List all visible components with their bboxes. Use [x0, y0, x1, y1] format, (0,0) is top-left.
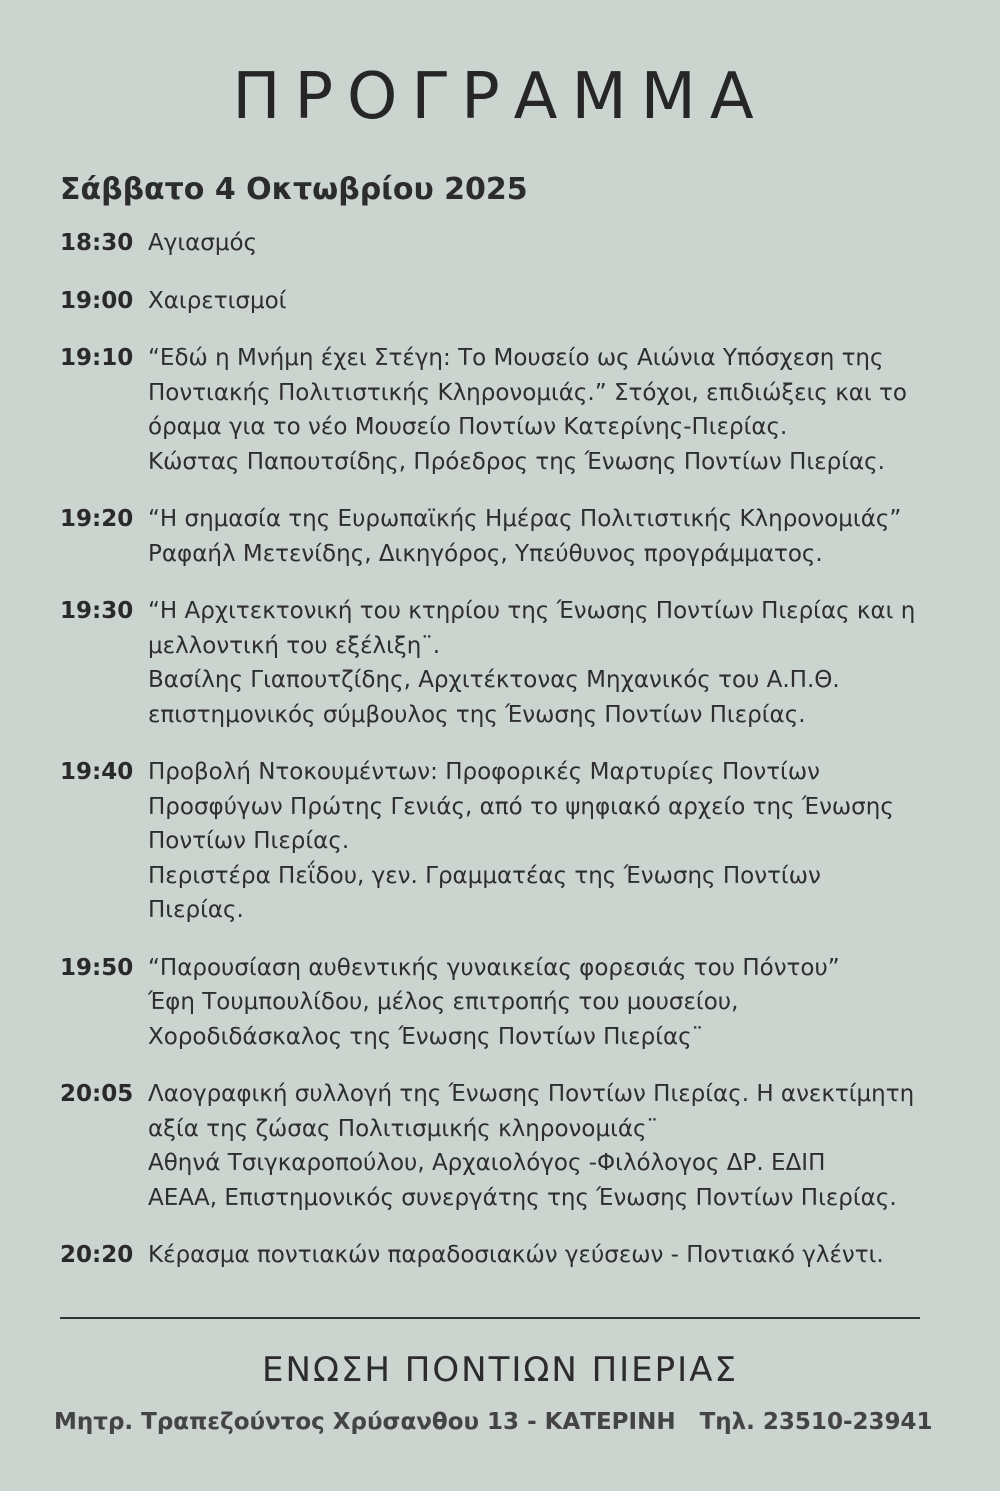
schedule-description — [148, 1077, 960, 1215]
schedule-line: Κώστας Παπουτσίδης, Πρόεδρος της Ένωσης Ποντίων Πιερίας. — [148, 448, 885, 475]
schedule-line: επιστημονικός σύμβουλος της Ένωσης Ποντίων Πιερίας. — [148, 701, 806, 728]
schedule-description — [148, 594, 960, 732]
schedule-item — [60, 951, 960, 1055]
schedule-description — [148, 755, 960, 928]
program-schedule — [60, 226, 960, 1273]
schedule-line: Περιστέρα Πεΐδου, γεν. Γραμματέας της Ένωσης Ποντίων — [148, 862, 821, 889]
schedule-item — [60, 594, 960, 732]
organization-name: ΕΝΩΣΗ ΠΟΝΤΙΩΝ ΠΙΕΡΙΑΣ — [262, 1350, 738, 1390]
schedule-time: 19:40 — [60, 759, 134, 785]
schedule-item — [60, 1238, 960, 1273]
schedule-line: Έφη Τουμπουλίδου, μέλος επιτροπής του μουσείου, — [148, 989, 739, 1015]
schedule-line: Προβολή Ντοκουμέντων: Προφορικές Μαρτυρίες Ποντίων — [148, 759, 820, 785]
schedule-line: μελλοντική του εξέλιξη¨. — [148, 632, 441, 659]
schedule-line: “Η Αρχιτεκτονική του κτηρίου της Ένωσης Ποντίων Πιερίας και η — [148, 598, 916, 624]
schedule-line: Χαιρετισμοί — [148, 287, 287, 314]
schedule-description — [148, 951, 960, 1055]
schedule-item — [60, 226, 960, 261]
schedule-time: 18:30 — [60, 230, 134, 256]
phone: Τηλ. 23510-23941 — [699, 1409, 933, 1435]
schedule-time: 20:20 — [60, 1242, 134, 1268]
schedule-item — [60, 1077, 960, 1215]
schedule-time: 19:30 — [60, 598, 134, 624]
schedule-line: Αγιασμός — [148, 230, 258, 256]
schedule-item — [60, 341, 960, 479]
schedule-line: αξία της ζώσας Πολιτισμικής κληρονομιάς¨ — [148, 1115, 659, 1142]
schedule-line: Προσφύγων Πρώτης Γενιάς, από το ψηφιακό αρχείο της Ένωσης — [148, 793, 894, 820]
schedule-line: “Παρουσίαση αυθεντικής γυναικείας φορεσιάς του Πόντου” — [148, 954, 840, 981]
schedule-description — [148, 1238, 960, 1273]
schedule-time: 19:50 — [60, 954, 134, 981]
schedule-time: 19:10 — [60, 345, 134, 371]
schedule-line: Χοροδιδάσκαλος της Ένωσης Ποντίων Πιερίας¨ — [148, 1023, 704, 1050]
divider — [60, 1317, 920, 1319]
schedule-line: “Εδώ η Μνήμη έχει Στέγη: Το Μουσείο ως Αιώνια Υπόσχεση της — [148, 345, 884, 371]
schedule-line: Ποντίων Πιερίας. — [148, 828, 350, 854]
page-title: ΠΡΟΓΡΑΜΜΑ — [232, 60, 768, 134]
schedule-line: Κέρασμα ποντιακών παραδοσιακών γεύσεων - Ποντιακό γλέντι. — [148, 1242, 884, 1268]
schedule-time: 19:00 — [60, 287, 134, 314]
schedule-description — [148, 341, 960, 479]
contact-info — [54, 1405, 933, 1439]
schedule-description — [148, 284, 960, 319]
schedule-item — [60, 284, 960, 319]
address: Μητρ. Τραπεζούντος Χρύσανθου 13 - ΚΑΤΕΡΙΝΗ — [54, 1409, 676, 1435]
schedule-line: “Η σημασία της Ευρωπαϊκής Ημέρας Πολιτιστικής Κληρονομιάς” — [148, 506, 902, 532]
schedule-line: Ποντιακής Πολιτιστικής Κληρονομιάς.” Στόχοι, επιδιώξεις και το — [148, 379, 907, 406]
schedule-line: Βασίλης Γιαπουτζίδης, Αρχιτέκτονας Μηχανικός του Α.Π.Θ. — [148, 667, 840, 693]
schedule-line: Λαογραφική συλλογή της Ένωσης Ποντίων Πιερίας. Η ανεκτίμητη — [148, 1081, 915, 1107]
schedule-time: 20:05 — [60, 1081, 134, 1107]
schedule-time: 19:20 — [60, 506, 134, 532]
schedule-item — [60, 755, 960, 928]
schedule-line: όραμα για το νέο Μουσείο Ποντίων Κατερίνης-Πιερίας. — [148, 414, 788, 440]
schedule-line: ΑΕΑΑ, Επιστημονικός συνεργάτης της Ένωσης Ποντίων Πιερίας. — [148, 1184, 897, 1211]
schedule-line: Ραφαήλ Μετενίδης, Δικηγόρος, Υπεύθυνος προγράμματος. — [148, 540, 823, 567]
schedule-item — [60, 502, 960, 571]
schedule-description — [148, 226, 960, 261]
event-date: Σάββατο 4 Οκτωβρίου 2025 — [60, 172, 528, 207]
schedule-description — [148, 502, 960, 571]
schedule-line: Πιερίας. — [148, 897, 244, 923]
schedule-line: Αθηνά Τσιγκαροπούλου, Αρχαιολόγος -Φιλόλογος ΔΡ. ΕΔΙΠ — [148, 1150, 826, 1176]
